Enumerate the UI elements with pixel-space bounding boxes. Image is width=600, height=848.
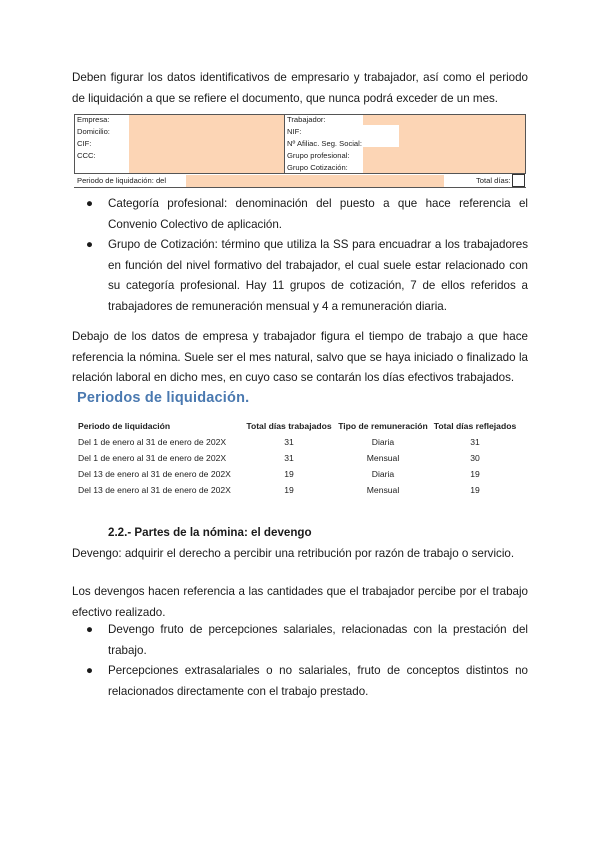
devengos-paragraph: Los devengos hacen referencia a las cantidades que el trabajador percibe por el trabajo efectivo realizado.: [72, 585, 528, 619]
periods-table: [76, 418, 520, 498]
intro-paragraph: Deben figurar los datos identificativos de empresario y trabajador, así como el periodo de liquidación a que se refiere el documento, que nunca podrá exceder de un mes.: [72, 71, 528, 105]
label-total-dias: Total días:: [476, 176, 511, 185]
time-paragraph: Debajo de los datos de empresa y trabajador figura el tiempo de trabajo a que hace referencia la nómina. Suele ser el mes natural, salvo que se haya iniciado o finalizado la relación laboral en dicho mes, en cuyo caso se contarán los días efectivos trabajados.: [72, 330, 528, 384]
label-cif: CIF:: [77, 139, 92, 148]
label-grupo-cotizacion: Grupo Cotización:: [287, 163, 348, 172]
section-title: 2.2.- Partes de la nómina: el devengo: [108, 526, 312, 539]
column-header: Periodo de liquidación: [78, 421, 171, 431]
label-trabajador: Trabajador:: [287, 115, 326, 124]
list-item: ● Percepciones extrasalariales o no salariales, fruto de conceptos distintos no relacionados directamente con el trabajo prestado.: [72, 661, 528, 702]
table-header-row: [76, 418, 520, 434]
company-data-fill: [129, 115, 284, 173]
period-fill: [186, 175, 444, 187]
total-days-box: [512, 174, 525, 187]
table-row: Del 13 de enero al 31 de enero de 202X 19 Diaria 19: [78, 469, 480, 479]
bullet-icon: ●: [86, 197, 94, 210]
label-afiliacion: Nº Afiliac. Seg. Social:: [287, 139, 362, 148]
list-item: ● Grupo de Cotización: término que utiliza la SS para encuadrar a los trabajadores en función del nivel formativo del trabajador, el cual suele estar relacionado con su categoría profesional. Hay 11 grupos de cotización, 7 de ellos referidos a trabajadores de remuneración mensual y 4 a remuneración diaria.: [72, 235, 528, 317]
nif-blank: [363, 125, 399, 147]
table-row: Del 1 de enero al 31 de enero de 202X 31 Mensual 30: [78, 453, 480, 463]
bullet-icon: ●: [86, 664, 94, 677]
column-header: Tipo de remuneración: [338, 421, 428, 431]
periods-title: Periodos de liquidación.: [77, 390, 250, 406]
label-empresa: Empresa:: [77, 115, 110, 124]
list-item: ● Devengo fruto de percepciones salariales, relacionadas con la prestación del trabajo.: [72, 620, 528, 661]
label-domicilio: Domicilio:: [77, 127, 110, 136]
payroll-header-form: [74, 114, 526, 188]
period-underline: [74, 187, 526, 188]
column-header: Total días trabajados: [246, 421, 332, 431]
table-row: Del 13 de enero al 31 de enero de 202X 19 Mensual 19: [78, 485, 480, 495]
devengos-list: [72, 620, 528, 702]
label-nif: NIF:: [287, 127, 302, 136]
bullet-icon: ●: [86, 623, 94, 636]
label-periodo: Periodo de liquidación: del: [77, 176, 167, 185]
label-grupo-profesional: Grupo profesional:: [287, 151, 350, 160]
column-header: Total días reflejados: [433, 421, 517, 431]
form-divider: [284, 114, 285, 174]
devengo-definition: Devengo: adquirir el derecho a percibir una retribución por razón de trabajo o servicio.: [72, 547, 515, 560]
table-row: Del 1 de enero al 31 de enero de 202X 31 Diaria 31: [78, 437, 480, 447]
definitions-list: [72, 194, 528, 317]
list-item: ● Categoría profesional: denominación del puesto a que hace referencia el Convenio Colectivo de aplicación.: [72, 194, 528, 235]
bullet-icon: ●: [86, 238, 94, 251]
label-ccc: CCC:: [77, 151, 96, 160]
